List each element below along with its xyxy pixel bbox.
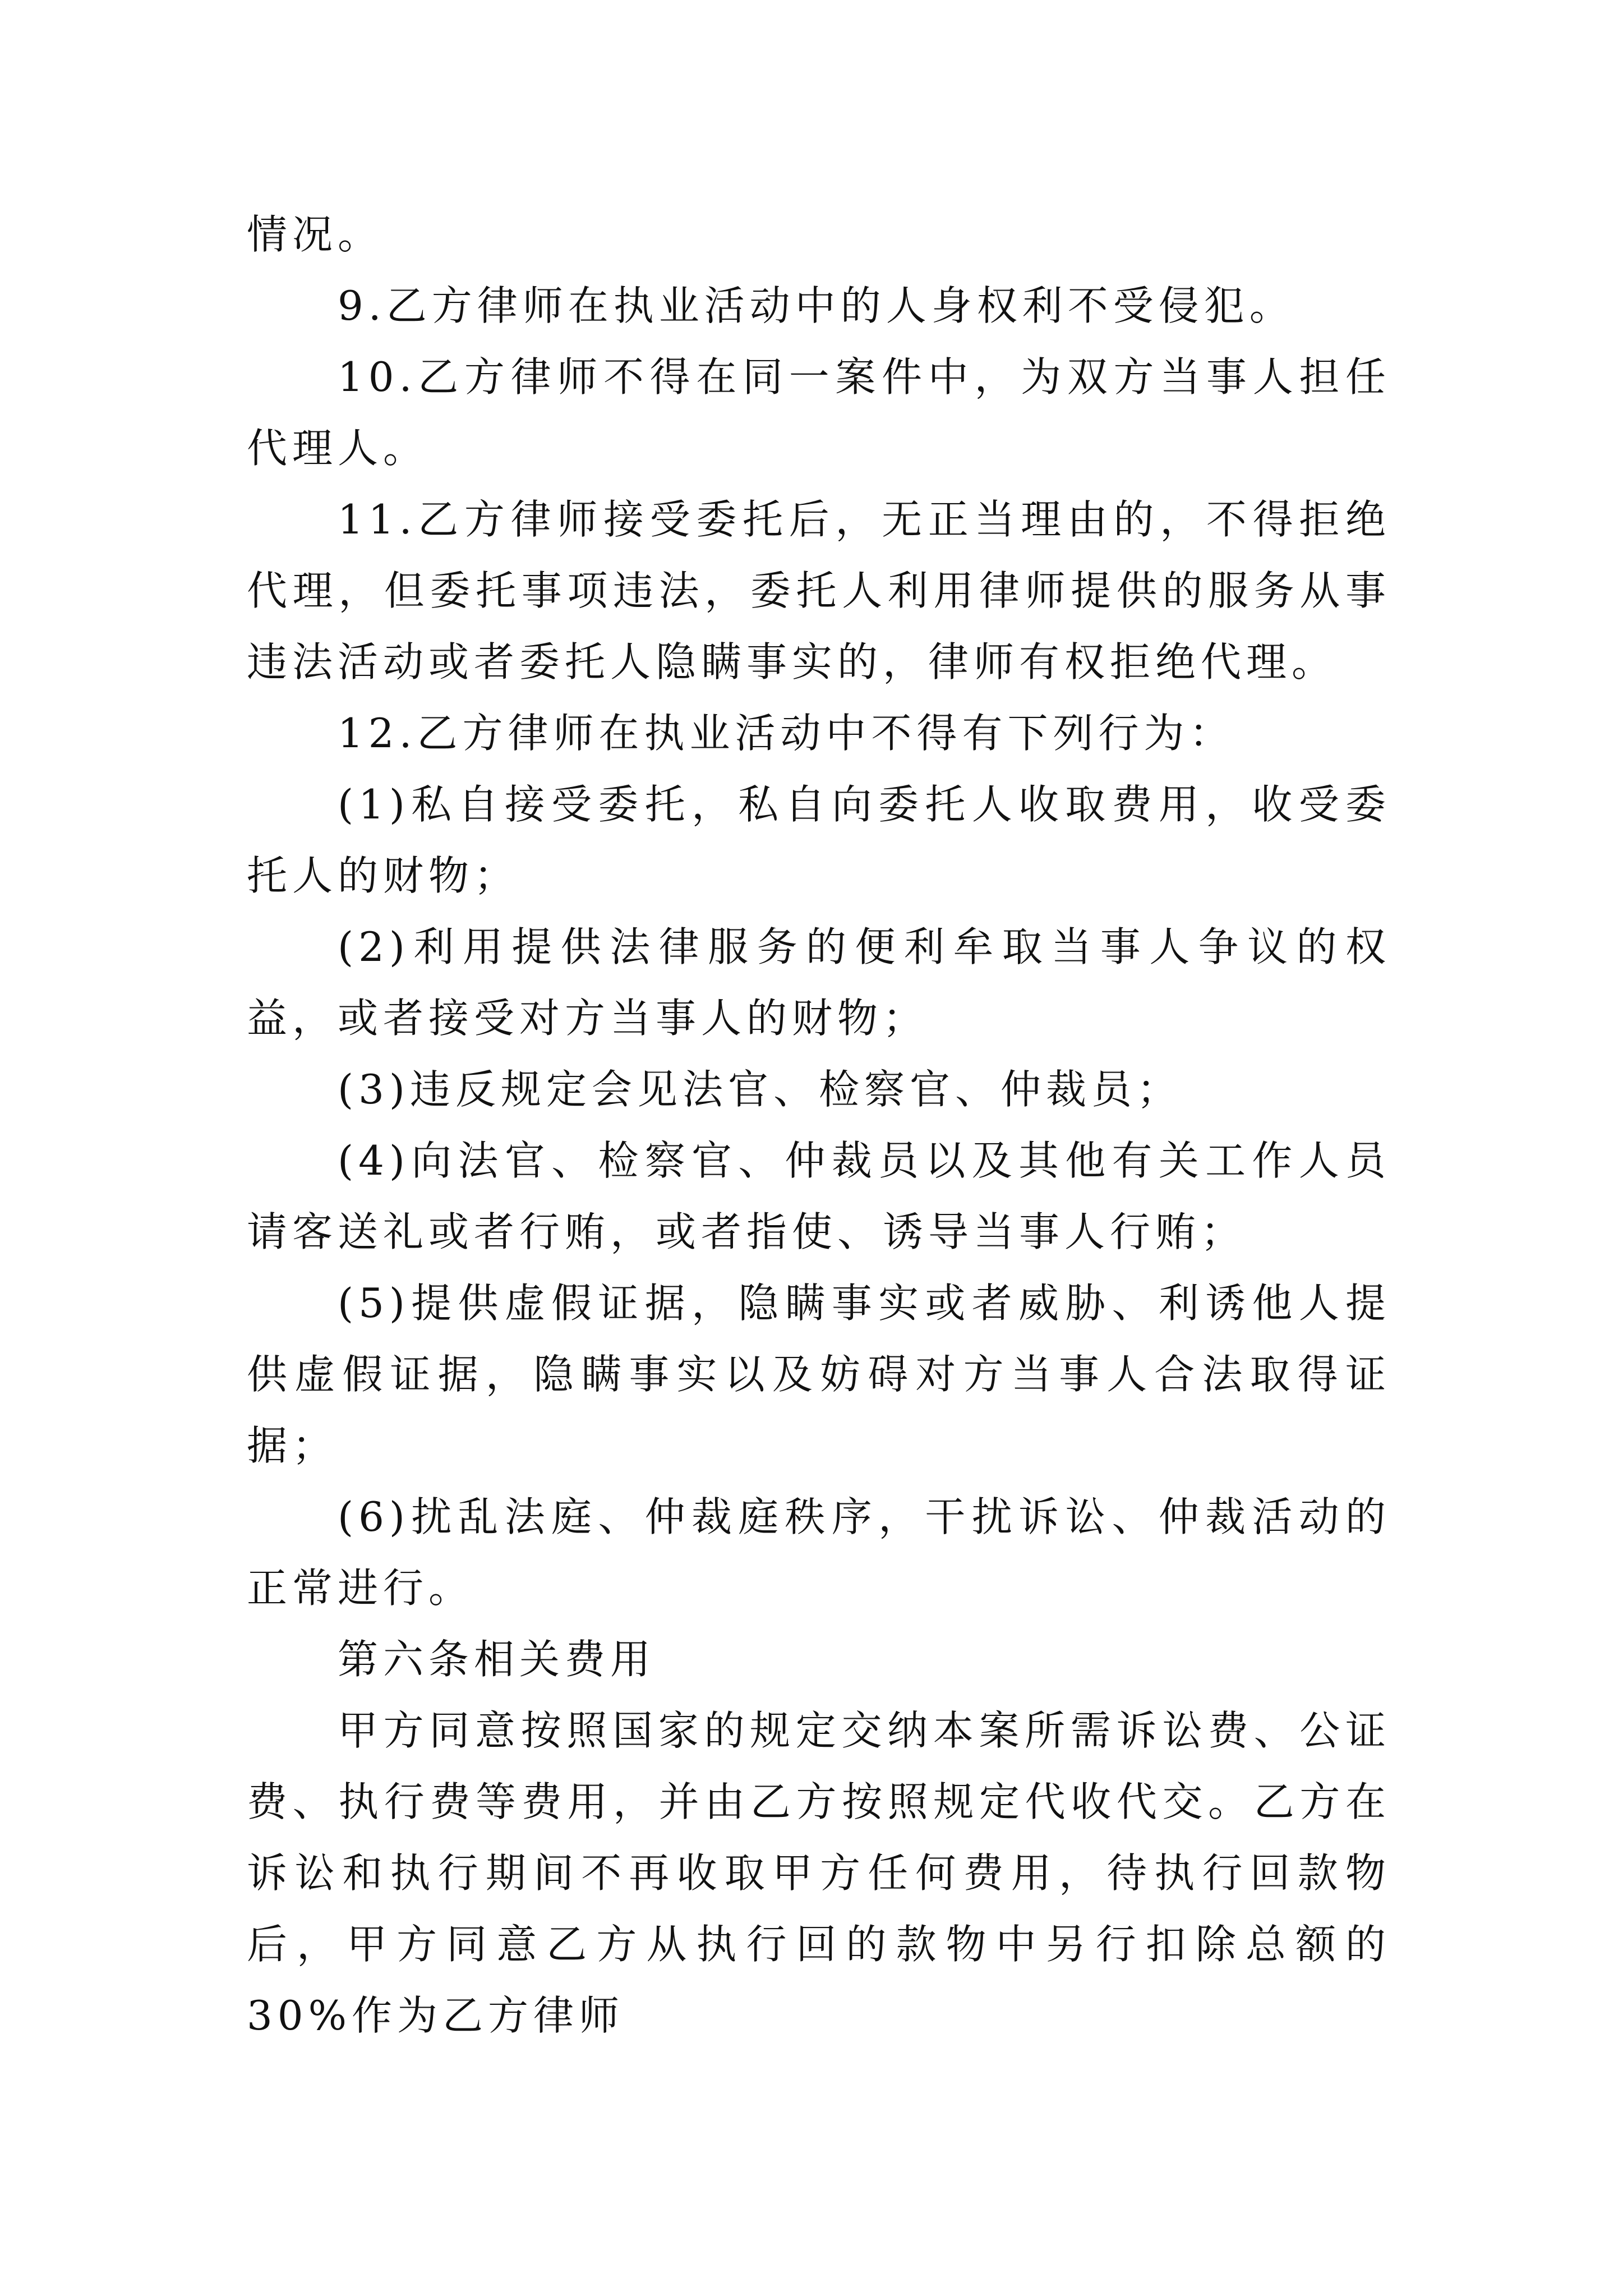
paragraph-fees: 甲方同意按照国家的规定交纳本案所需诉讼费、公证费、执行费等费用，并由乙方按照规定代收代交。乙方在诉讼和执行期间不再收取甲方任何费用，待执行回款物后，甲方同意乙方从执行回的款物中另行扣除总额的30%作为乙方律师 (247, 1707, 1391, 2039)
paragraph-clause-9: 9.乙方律师在执业活动中的人身权利不受侵犯。 (338, 282, 1295, 329)
document-body (247, 199, 1391, 2051)
paragraph-clause-10: 10.乙方律师不得在同一案件中，为双方当事人担任代理人。 (247, 353, 1391, 472)
list-item-6: (6)扰乱法庭、仲裁庭秩序，干扰诉讼、仲裁活动的正常进行。 (247, 1493, 1391, 1612)
paragraph-clause-11: 11.乙方律师接受委托后，无正当理由的，不得拒绝代理，但委托事项违法，委托人利用律师提供的服务从事违法活动或者委托人隐瞒事实的，律师有权拒绝代理。 (247, 496, 1391, 685)
list-item-4: (4)向法官、检察官、仲裁员以及其他有关工作人员请客送礼或者行贿，或者指使、诱导当事人行贿； (247, 1137, 1391, 1255)
paragraph-continuation: 情况。 (247, 211, 384, 258)
section-heading-article-6: 第六条相关费用 (338, 1636, 656, 1683)
list-item-3: (3)违反规定会见法官、检察官、仲裁员； (338, 1066, 1182, 1113)
list-item-5: (5)提供虚假证据，隐瞒事实或者威胁、利诱他人提供虚假证据，隐瞒事实以及妨碍对方当事人合法取得证据； (247, 1280, 1391, 1469)
list-item-1: (1)私自接受委托，私自向委托人收取费用，收受委托人的财物； (247, 781, 1391, 899)
paragraph-clause-12: 12.乙方律师在执业活动中不得有下列行为： (338, 710, 1235, 757)
list-item-2: (2)利用提供法律服务的便利牟取当事人争议的权益，或者接受对方当事人的财物； (247, 923, 1391, 1042)
